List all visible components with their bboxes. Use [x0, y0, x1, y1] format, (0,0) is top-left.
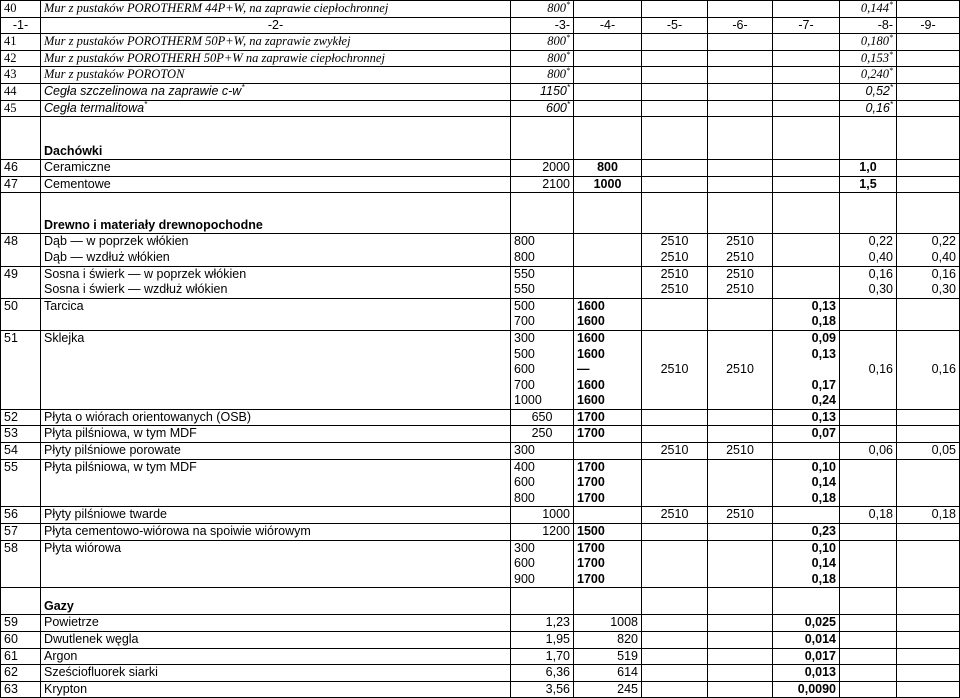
material-name: Cegła szczelinowa na zaprawie c-w* [41, 83, 511, 100]
row-number: 48 [1, 234, 41, 266]
table-row [1, 615, 960, 632]
column-numbers-row [1, 17, 960, 34]
specific-heat: 2510 [708, 507, 773, 524]
conductivity: 0,10 0,14 0,18 [773, 540, 840, 588]
conductivity: 0,23 [773, 524, 840, 541]
density: 400 600 800 [511, 459, 574, 507]
table-row [1, 50, 960, 67]
table-row [1, 298, 960, 330]
material-name: Mur z pustaków POROTHERM 50P+W, na zaprawie zwykłej [41, 34, 511, 51]
density: 800* [511, 67, 574, 84]
material-name: Płyta o wiórach orientowanych (OSB) [41, 409, 511, 426]
table-row [1, 330, 960, 409]
table-row [1, 507, 960, 524]
material-name: Cegła termalitowa* [41, 100, 511, 117]
density: 650 [511, 409, 574, 426]
specific-heat: 2510 2510 [642, 234, 708, 266]
material-name: Argon [41, 648, 511, 665]
conductivity: 0,16* [840, 100, 897, 117]
row-number: 50 [1, 298, 41, 330]
row-number: 49 [1, 266, 41, 298]
conductivity: 0,180* [840, 34, 897, 51]
conductivity: 0,22 0,40 [897, 234, 960, 266]
specific-heat: 2510 [708, 443, 773, 460]
specific-heat: 2510 [642, 507, 708, 524]
material-name: Sklejka [41, 330, 511, 409]
density: 800* [511, 1, 574, 18]
density: 1000 [511, 507, 574, 524]
material-name: Mur z pustaków POROTHERM 44P+W, na zaprawie ciepłochronnej [41, 1, 511, 18]
conductivity: 1,0 [840, 160, 897, 177]
row-number: 63 [1, 681, 41, 698]
row-number: 41 [1, 34, 41, 51]
row-number: 57 [1, 524, 41, 541]
material-name: Płyty pilśniowe twarde [41, 507, 511, 524]
conductivity: 0,025 [773, 615, 840, 632]
table-row [1, 83, 960, 100]
specific-heat: 1700 [574, 426, 642, 443]
col-number: -1- [1, 17, 41, 34]
table-row [1, 160, 960, 177]
specific-heat: 1000 [574, 176, 642, 193]
density: 600* [511, 100, 574, 117]
density: 300 [511, 443, 574, 460]
specific-heat: 245 [574, 681, 642, 698]
density: 1,23 [511, 615, 574, 632]
conductivity: 0,240* [840, 67, 897, 84]
specific-heat: 519 [574, 648, 642, 665]
conductivity: 0,07 [773, 426, 840, 443]
specific-heat: 800 [574, 160, 642, 177]
conductivity: 0,52* [840, 83, 897, 100]
table-row [1, 459, 960, 507]
row-number: 47 [1, 176, 41, 193]
specific-heat: 820 [574, 632, 642, 649]
col-number: -2- [41, 17, 511, 34]
section-heading: Dachówki [41, 117, 511, 160]
row-number: 59 [1, 615, 41, 632]
conductivity: 0,16 [897, 330, 960, 409]
density: 1150* [511, 83, 574, 100]
table-row [1, 409, 960, 426]
specific-heat: 1500 [574, 524, 642, 541]
material-name: Dąb — w poprzek włókien Dąb — wzdłuż włókien [41, 234, 511, 266]
conductivity: 0,22 0,40 [840, 234, 897, 266]
row-number: 61 [1, 648, 41, 665]
table-row [1, 632, 960, 649]
specific-heat: 614 [574, 665, 642, 682]
row-number: 53 [1, 426, 41, 443]
col-number: -3- [511, 17, 574, 34]
material-name: Płyta wiórowa [41, 540, 511, 588]
density: 800* [511, 34, 574, 51]
conductivity: 0,16 [840, 330, 897, 409]
row-number: 45 [1, 100, 41, 117]
specific-heat: 1600 1600 — 1600 1600 [574, 330, 642, 409]
row-number: 60 [1, 632, 41, 649]
density: 2100 [511, 176, 574, 193]
col-number: -5- [642, 17, 708, 34]
row-number: 40 [1, 1, 41, 18]
table-row [1, 67, 960, 84]
material-name: Sześciofluorek siarki [41, 665, 511, 682]
table-row [1, 443, 960, 460]
material-name: Płyty pilśniowe porowate [41, 443, 511, 460]
section-row [1, 588, 960, 615]
specific-heat: 1700 1700 1700 [574, 540, 642, 588]
conductivity: 0,13 [773, 409, 840, 426]
conductivity: 0,18 [897, 507, 960, 524]
table-row [1, 100, 960, 117]
density: 1,70 [511, 648, 574, 665]
conductivity: 0,10 0,14 0,18 [773, 459, 840, 507]
specific-heat: 1008 [574, 615, 642, 632]
row-number: 62 [1, 665, 41, 682]
specific-heat: 2510 [708, 330, 773, 409]
conductivity: 0,09 0,13 0,17 0,24 [773, 330, 840, 409]
density: 2000 [511, 160, 574, 177]
specific-heat: 2510 [642, 443, 708, 460]
material-name: Krypton [41, 681, 511, 698]
density: 800 800 [511, 234, 574, 266]
col-number: -4- [574, 17, 642, 34]
table-row [1, 266, 960, 298]
col-number: -6- [708, 17, 773, 34]
row-number: 54 [1, 443, 41, 460]
col-number: -9- [897, 17, 960, 34]
specific-heat: 2510 2510 [708, 234, 773, 266]
section-row [1, 193, 960, 234]
density: 300 500 600 700 1000 [511, 330, 574, 409]
table-row [1, 524, 960, 541]
row-number: 43 [1, 67, 41, 84]
conductivity: 0,013 [773, 665, 840, 682]
table-row [1, 234, 960, 266]
material-name: Dwutlenek węgla [41, 632, 511, 649]
row-number: 44 [1, 83, 41, 100]
conductivity: 0,05 [897, 443, 960, 460]
density: 300 600 900 [511, 540, 574, 588]
conductivity: 0,017 [773, 648, 840, 665]
material-name: Mur z pustaków POROTHERH 50P+W na zaprawie ciepłochronnej [41, 50, 511, 67]
density: 250 [511, 426, 574, 443]
row-number: 51 [1, 330, 41, 409]
density: 1200 [511, 524, 574, 541]
density: 6,36 [511, 665, 574, 682]
specific-heat: 1600 1600 [574, 298, 642, 330]
row-number: 56 [1, 507, 41, 524]
material-name: Płyta pilśniowa, w tym MDF [41, 459, 511, 507]
material-name: Płyta pilśniowa, w tym MDF [41, 426, 511, 443]
density: 500 700 [511, 298, 574, 330]
conductivity: 0,16 0,30 [840, 266, 897, 298]
specific-heat: 2510 2510 [642, 266, 708, 298]
density: 800* [511, 50, 574, 67]
material-name: Ceramiczne [41, 160, 511, 177]
row-number: 52 [1, 409, 41, 426]
row-number: 46 [1, 160, 41, 177]
conductivity: 0,0090 [773, 681, 840, 698]
table-row [1, 34, 960, 51]
row-number: 58 [1, 540, 41, 588]
row-number: 55 [1, 459, 41, 507]
section-row [1, 117, 960, 160]
material-name: Powietrze [41, 615, 511, 632]
table-row [1, 665, 960, 682]
conductivity: 0,13 0,18 [773, 298, 840, 330]
conductivity: 0,153* [840, 50, 897, 67]
material-name: Cementowe [41, 176, 511, 193]
section-heading: Drewno i materiały drewnopochodne [41, 193, 511, 234]
material-name: Tarcica [41, 298, 511, 330]
table-row [1, 540, 960, 588]
table-row [1, 1, 960, 18]
material-name: Mur z pustaków POROTON [41, 67, 511, 84]
material-name: Płyta cementowo-wiórowa na spoiwie wiórowym [41, 524, 511, 541]
conductivity: 0,16 0,30 [897, 266, 960, 298]
density: 3,56 [511, 681, 574, 698]
specific-heat: 1700 [574, 409, 642, 426]
specific-heat: 2510 2510 [708, 266, 773, 298]
conductivity: 0,18 [840, 507, 897, 524]
section-heading: Gazy [41, 588, 511, 615]
density: 550 550 [511, 266, 574, 298]
conductivity: 1,5 [840, 176, 897, 193]
specific-heat: 1700 1700 1700 [574, 459, 642, 507]
conductivity: 0,144* [840, 1, 897, 18]
row-number: 42 [1, 50, 41, 67]
table-row [1, 176, 960, 193]
table-row [1, 648, 960, 665]
conductivity: 0,06 [840, 443, 897, 460]
col-number: -7- [773, 17, 840, 34]
conductivity: 0,014 [773, 632, 840, 649]
table-row [1, 426, 960, 443]
density: 1,95 [511, 632, 574, 649]
col-number: -8- [840, 17, 897, 34]
specific-heat: 2510 [642, 330, 708, 409]
material-name: Sosna i świerk — w poprzek włókien Sosna i świerk — wzdłuż włókien [41, 266, 511, 298]
